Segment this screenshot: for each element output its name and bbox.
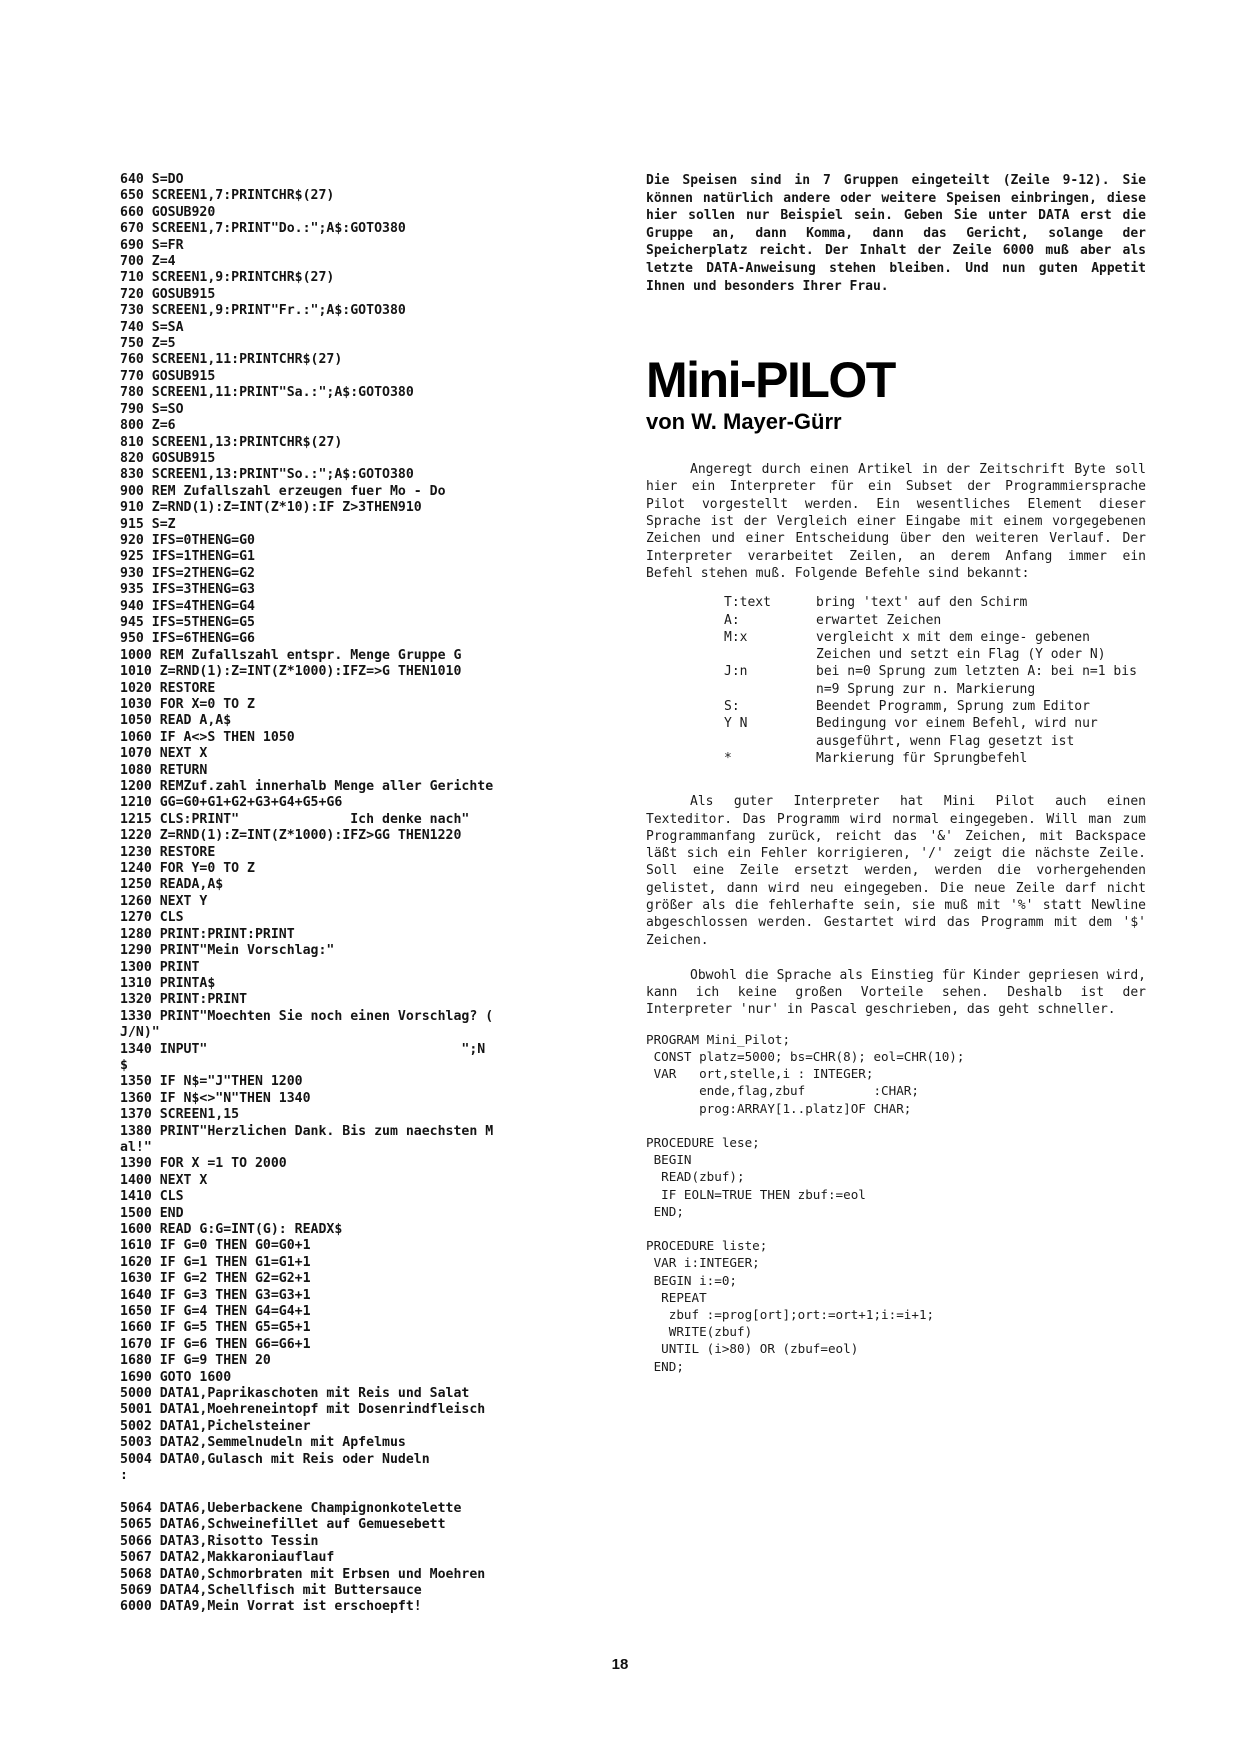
article-paragraph-1: Angeregt durch einen Artikel in der Zeitschrift Byte soll hier ein Interpreter für ein Subset der Programmiersprache Pilot vorgestellt werden. Ein wesentliches Element dieser Sprache ist der Vergleich einer Eingabe mit einem vorgegebenen Zeichen und einer Entscheidung über den weiteren Verlauf. Der Interpreter verarbeitet Zeilen, an derem Anfang immer ein Befehl stehen muß. Folgende Befehle sind bekannt:	[646, 462, 1146, 581]
basic-listing-column	[120, 172, 620, 1616]
intro-paragraph: Die Speisen sind in 7 Gruppen eingeteilt (Zeile 9-12). Sie können natürlich andere oder weitere Speisen einbringen, diese hier sollen nur Beispiel sein. Geben Sie unter DATA erst die Gruppe an, dann Komma, dann das Gericht, solange der Speicherplatz reicht. Der Inhalt der Zeile 6000 muß aber als letzte DATA-Anweisung stehen bleiben. Und nun guten Appetit Ihnen und besonders Ihrer Frau.	[646, 173, 1146, 294]
command-key: T:text	[724, 595, 771, 611]
article-paragraph-2: Als guter Interpreter hat Mini Pilot auch einen Texteditor. Das Programm wird normal eingegeben. Will man zum Programmanfang zurück, reicht das '&' Zeichen, mit Backspace läßt sich ein Fehler korrigieren, '/' zeigt die nächste Zeile. Soll eine Zeile ersetzt werden, werden die vorhergehenden gelistet, dann wird neu eingegeben. Die neue Zeile darf nicht größer als die fehlerhafte sein, sie muß mit '%' statt Newline abgeschlossen werden. Gestartet wird das Programm mit dem '$' Zeichen.	[646, 794, 1146, 948]
command-description: erwartet Zeichen	[816, 612, 942, 628]
command-row	[724, 698, 1146, 715]
article-column	[646, 172, 1146, 1375]
page-number: 18	[611, 1656, 629, 1673]
basic-code-listing: 640 S=DO 650 SCREEN1,7:PRINTCHR$(27) 660 GOSUB920 670 SCREEN1,7:PRINT"Do.:";A$:GOTO380 690 S=FR 700 Z=4 710 SCREEN1,9:PRINTCHR$(27) 720 GOSUB915 730 SCREEN1,9:PRINT"Fr.:";A$:GOTO380 740 S=SA 750 Z=5 760 SCREEN1,11:PRINTCHR$(27) 770 GOSUB915 780 SCREEN1,11:PRINT"Sa.:";A$:GOTO380 790 S=SO 800 Z=6 810 SCREEN1,13:PRINTCHR$(27) 820 GOSUB915 830 SCREEN1,13:PRINT"So.:";A$:GOTO380 900 REM Zufallszahl erzeugen fuer Mo - Do 910 Z=RND(1):Z=INT(Z*10):IF Z>3THEN910 915 S=Z 920 IFS=0THENG=G0 925 IFS=1THENG=G1 930 IFS=2THENG=G2 935 IFS=3THENG=G3 940 IFS=4THENG=G4 945 IFS=5THENG=G5 950 IFS=6THENG=G6 1000 REM Zufallszahl entspr. Menge Gruppe G 1010 Z=RND(1):Z=INT(Z*1000):IFZ=>G THEN1010 1020 RESTORE 1030 FOR X=0 TO Z 1050 READ A,A$ 1060 IF A<>S THEN 1050 1070 NEXT X 1080 RETURN 1200 REMZuf.zahl innerhalb Menge aller Gerichte 1210 GG=G0+G1+G2+G3+G4+G5+G6 1215 CLS:PRINT" Ich denke nach" 1220 Z=RND(1):Z=INT(Z*1000):IFZ>GG THEN1220 1230 RESTORE 1240 FOR Y=0 TO Z 1250 READA,A$ 1260 NEXT Y 1270 CLS 1280 PRINT:PRINT:PRINT 1290 PRINT"Mein Vorschlag:" 1300 PRINT 1310 PRINTA$ 1320 PRINT:PRINT 1330 PRINT"Moechten Sie noch einen Vorschlag? ( J/N)" 1340 INPUT" ";N $ 1350 IF N$="J"THEN 1200 1360 IF N$<>"N"THEN 1340 1370 SCREEN1,15 1380 PRINT"Herzlichen Dank. Bis zum naechsten M al!" 1390 FOR X =1 TO 2000 1400 NEXT X 1410 CLS 1500 END 1600 READ G:G=INT(G): READX$ 1610 IF G=0 THEN G0=G0+1 1620 IF G=1 THEN G1=G1+1 1630 IF G=2 THEN G2=G2+1 1640 IF G=3 THEN G3=G3+1 1650 IF G=4 THEN G4=G4+1 1660 IF G=5 THEN G5=G5+1 1670 IF G=6 THEN G6=G6+1 1680 IF G=9 THEN 20 1690 GOTO 1600 5000 DATA1,Paprikaschoten mit Reis und Salat 5001 DATA1,Moehreneintopf mit Dosenrindfleisch 5002 DATA1,Pichelsteiner 5003 DATA2,Semmelnudeln mit Apfelmus 5004 DATA0,Gulasch mit Reis oder Nudeln : 5064 DATA6,Ueberbackene Champignonkotelette 5065 DATA6,Schweinefillet auf Gemuesebett 5066 DATA3,Risotto Tessin 5067 DATA2,Makkaroniauflauf 5068 DATA0,Schmorbraten mit Erbsen und Moehren 5069 DATA4,Schellfisch mit Buttersauce 6000 DATA9,Mein Vorrat ist erschoepft!	[120, 172, 494, 1615]
command-description: vergleicht x mit dem einge- gebenen Zeichen und setzt ein Flag (Y oder N)	[816, 629, 1106, 663]
article-paragraph-3: Obwohl die Sprache als Einstieg für Kinder gepriesen wird, kann ich keine großen Vorteile sehen. Deshalb ist der Interpreter 'nur' in Pascal geschrieben, das geht schneller.	[646, 967, 1146, 1018]
command-key: S:	[724, 699, 740, 715]
pascal-code-listing: PROGRAM Mini_Pilot; CONST platz=5000; bs=CHR(8); eol=CHR(10); VAR ort,stelle,i : INTEGER; ende,flag,zbuf :CHAR; prog:ARRAY[1..platz]OF CHAR; PROCEDURE lese; BEGIN READ(zbuf); IF EOLN=TRUE THEN zbuf:=eol END; PROCEDURE liste; VAR i:INTEGER; BEGIN i:=0; REPEAT zbuf :=prog[ort];ort:=ort+1;i:=i+1; WRITE(zbuf) UNTIL (i>80) OR (zbuf=eol) END;	[646, 1031, 965, 1374]
command-description: bei n=0 Sprung zum letzten A: bei n=1 bis n=9 Sprung zur n. Markierung	[816, 664, 1137, 697]
command-key: M:x	[724, 629, 748, 645]
command-key: Y N	[724, 716, 748, 732]
command-row	[724, 663, 1146, 698]
article-author: von W. Mayer-Gürr	[646, 409, 842, 435]
command-key: *	[724, 750, 732, 766]
command-description: bring 'text' auf den Schirm	[816, 595, 1028, 611]
command-row	[724, 715, 1146, 750]
command-key: J:n	[724, 664, 748, 680]
command-description: Beendet Programm, Sprung zum Editor	[816, 699, 1090, 715]
command-description: Markierung für Sprungbefehl	[816, 750, 1028, 766]
article-title: Mini-PILOT	[646, 352, 895, 409]
command-row	[724, 594, 1146, 611]
command-row	[724, 612, 1146, 629]
command-table	[724, 594, 1146, 767]
command-row	[724, 750, 1146, 767]
command-key: A:	[724, 612, 740, 628]
command-description: Bedingung vor einem Befehl, wird nur ausgeführt, wenn Flag gesetzt ist	[816, 716, 1098, 749]
command-row	[724, 629, 1146, 664]
